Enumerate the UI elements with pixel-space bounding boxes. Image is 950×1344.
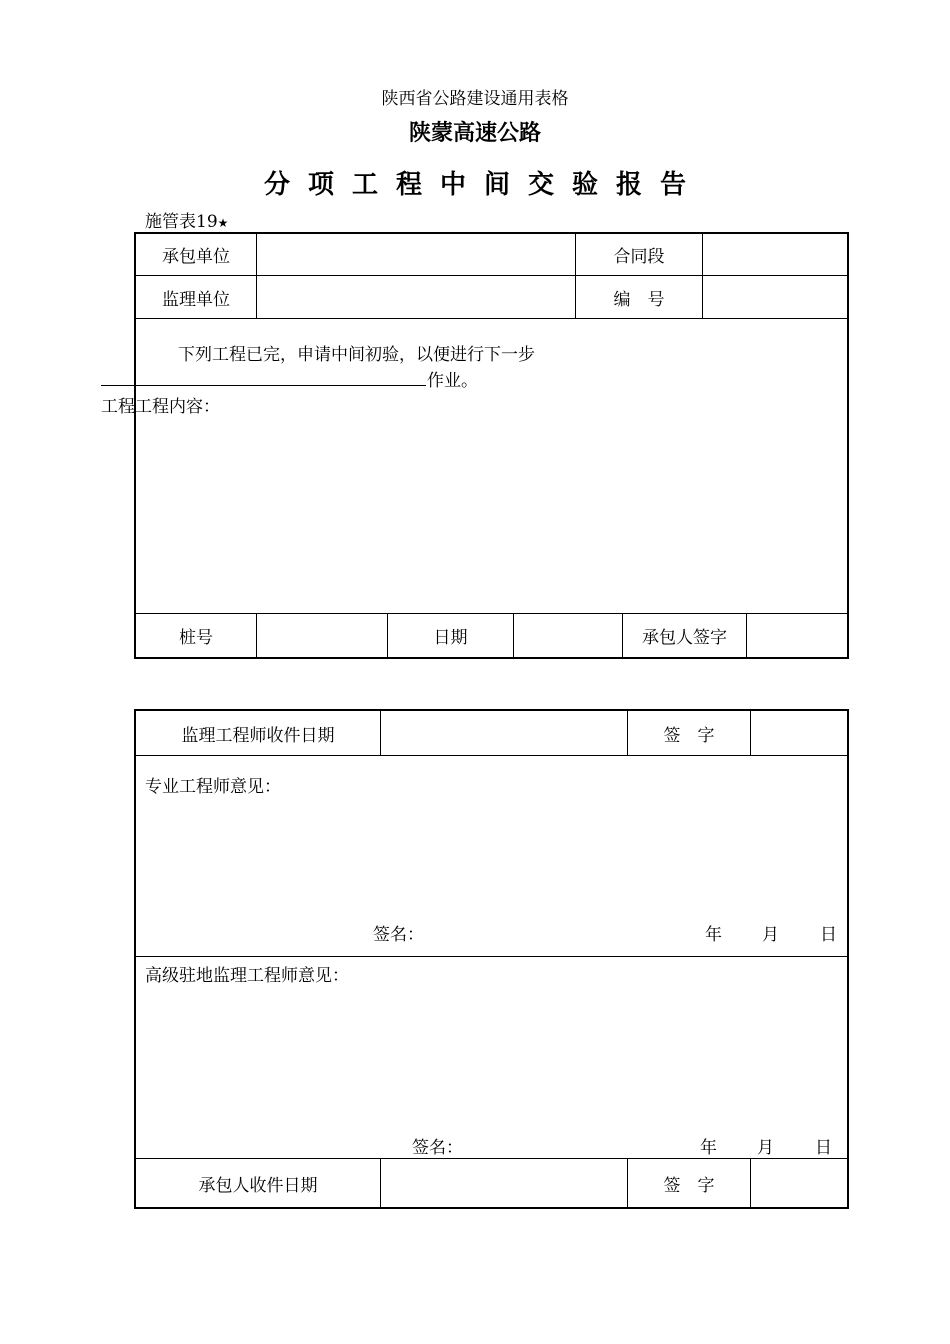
- supervisor-label: 监理单位: [162, 289, 230, 310]
- contractor-receive-date-label: 承包人收件日期: [198, 1175, 318, 1196]
- date-day-1: 日: [820, 925, 837, 945]
- content-area[interactable]: [137, 420, 845, 610]
- contract-section-field[interactable]: [703, 234, 847, 275]
- number-label: 编 号: [613, 289, 665, 310]
- contractor-label: 承包单位: [162, 247, 230, 267]
- request-suffix: 作业。: [427, 371, 478, 391]
- project-title: 陕蒙高速公路: [408, 121, 541, 146]
- contractor-field[interactable]: [257, 234, 575, 275]
- stake-label: 桩号: [179, 628, 213, 648]
- request-text: 下列工程已完，申请中间初验，以便进行下一步: [178, 345, 535, 365]
- report-title: 分项工程中间交验报告: [263, 170, 704, 200]
- form-category: 陕西省公路建设通用表格: [381, 89, 569, 109]
- contractor-sign-field[interactable]: [747, 614, 847, 657]
- senior-sign-name: 签名：: [412, 1138, 463, 1158]
- date-day-2: 日: [815, 1138, 832, 1158]
- sign-label-1: 签 字: [663, 725, 715, 746]
- contractor-receive-date-field[interactable]: [381, 1159, 627, 1207]
- specialist-sign-name: 签名：: [373, 925, 424, 945]
- senior-opinion-label: 高级驻地监理工程师意见：: [145, 966, 349, 986]
- engineer-receive-date-field[interactable]: [381, 711, 627, 755]
- sign-field-1[interactable]: [751, 711, 847, 755]
- divider: [134, 956, 849, 957]
- date-label: 日期: [433, 628, 468, 648]
- contractor-sign-label: 承包人签字: [642, 628, 727, 648]
- divider: [134, 318, 849, 319]
- form-code: [145, 207, 228, 232]
- divider: [134, 755, 849, 756]
- engineer-receive-date-label: 监理工程师收件日期: [181, 725, 335, 746]
- sign-label-2: 签 字: [663, 1175, 715, 1196]
- senior-opinion-area[interactable]: [137, 990, 845, 1120]
- specialist-opinion-area[interactable]: [137, 800, 845, 910]
- sign-field-2[interactable]: [751, 1159, 847, 1207]
- stake-field[interactable]: [257, 614, 387, 657]
- form-code-text: 施管表19: [145, 212, 218, 232]
- date-year-2: 年: [700, 1138, 717, 1158]
- date-month-1: 月: [762, 925, 779, 945]
- work-name-blank[interactable]: [101, 385, 426, 386]
- date-year-1: 年: [705, 925, 722, 945]
- star-icon: ★: [217, 216, 229, 230]
- supervisor-field[interactable]: [257, 276, 575, 318]
- date-month-2: 月: [757, 1138, 774, 1158]
- specialist-opinion-label: 专业工程师意见：: [145, 777, 281, 797]
- date-field[interactable]: [514, 614, 622, 657]
- content-label: 工程工程内容：: [101, 397, 220, 417]
- number-field[interactable]: [703, 276, 847, 318]
- contract-section-label: 合同段: [613, 247, 665, 267]
